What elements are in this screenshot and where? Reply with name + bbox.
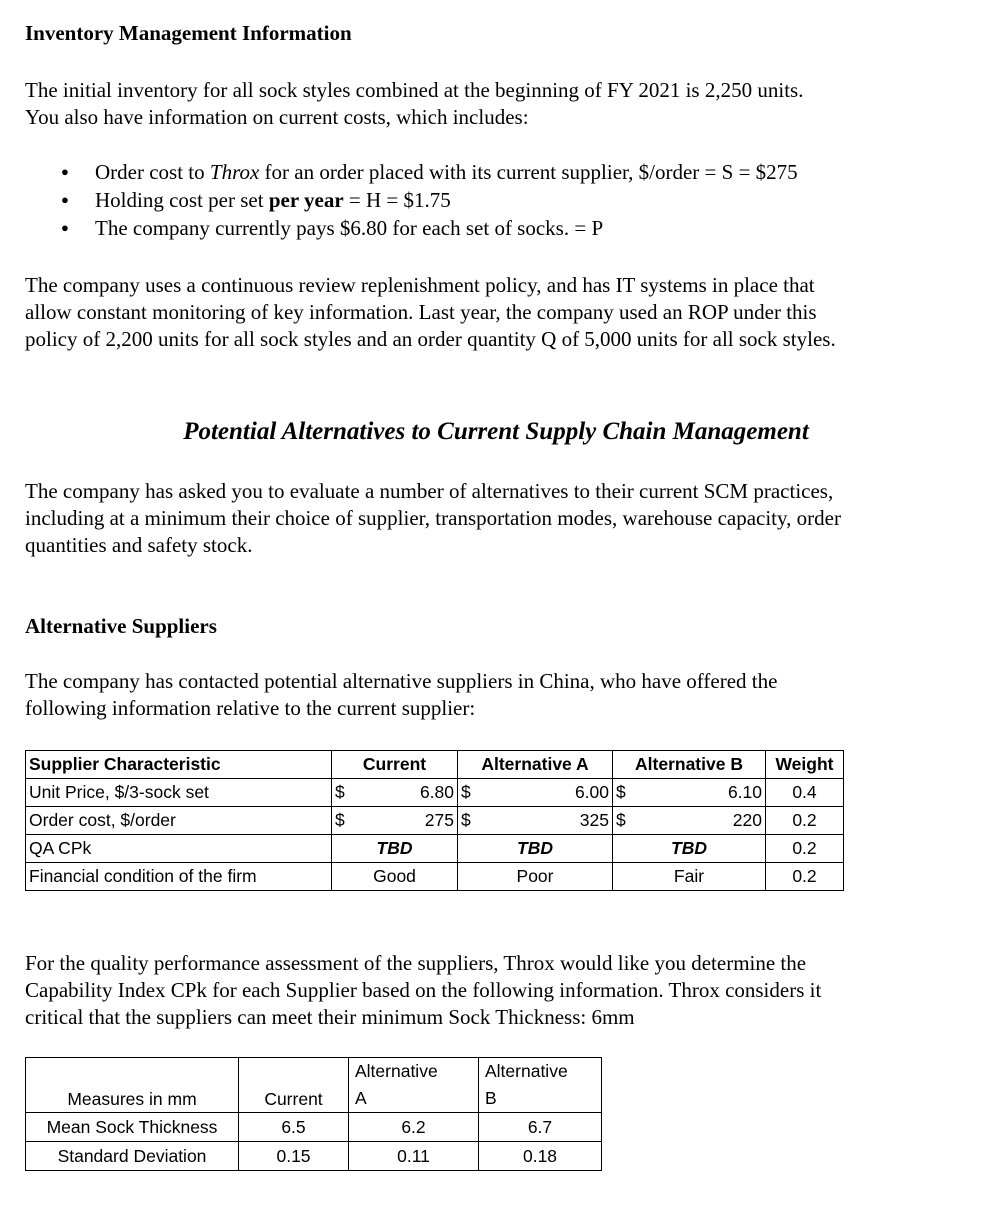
quality-line: Capability Index CPk for each Supplier based on the following information. Throx considers it [25,978,822,1002]
row-label: Order cost, $/order [26,807,332,835]
quality-paragraph [25,950,821,1031]
intro-line: The initial inventory for all sock styles combined at the beginning of FY 2021 is 2,250 units. [25,78,804,102]
cell-alt-a: $ 6.00 [458,779,613,807]
table-row [26,779,844,807]
header-alt-b: Alternative B [613,751,766,779]
alternatives-line: The company has asked you to evaluate a number of alternatives to their current SCM practices, [25,479,834,503]
table-header-row [26,751,844,779]
policy-line: The company uses a continuous review replenishment policy, and has IT systems in place that [25,273,815,297]
table-row [26,835,844,863]
cell-alt-a: TBD [458,835,613,863]
policy-line: policy of 2,200 units for all sock styles and an order quantity Q of 5,000 units for all sock styles. [25,327,836,351]
header-alt-a: Alternative A [349,1058,479,1113]
bullet-price: ● The company currently pays $6.80 for each set of socks. = P [25,214,965,242]
quality-line: critical that the suppliers can meet their minimum Sock Thickness: 6mm [25,1005,635,1029]
cell-alt-a: 0.11 [349,1142,479,1171]
inventory-intro [25,77,803,131]
table-row [26,1142,602,1171]
alternatives-paragraph [25,478,841,559]
cell-current: 0.15 [239,1142,349,1171]
cell-current: $ 275 [332,807,458,835]
cell-weight: 0.2 [766,835,844,863]
cell-alt-b: $ 6.10 [613,779,766,807]
suppliers-line: following information relative to the current supplier: [25,696,476,720]
cell-weight: 0.4 [766,779,844,807]
cost-bullet-list [25,158,965,242]
row-label: Unit Price, $/3-sock set [26,779,332,807]
header-weight: Weight [766,751,844,779]
header-alt-a: Alternative A [458,751,613,779]
cell-current: $ 6.80 [332,779,458,807]
suppliers-paragraph [25,668,777,722]
header-measures: Measures in mm [26,1058,239,1113]
cell-current: 6.5 [239,1113,349,1142]
suppliers-line: The company has contacted potential alternative suppliers in China, who have offered the [25,669,778,693]
cell-weight: 0.2 [766,807,844,835]
cell-weight: 0.2 [766,863,844,891]
table-row [26,863,844,891]
bullet-holding-cost: ● Holding cost per set per year = H = $1.75 [25,186,965,214]
table-row [26,807,844,835]
cell-current: TBD [332,835,458,863]
cell-alt-b: Fair [613,863,766,891]
cell-alt-a: $ 325 [458,807,613,835]
policy-line: allow constant monitoring of key information. Last year, the company used an ROP under this [25,300,817,324]
quality-line: For the quality performance assessment of the suppliers, Throx would like you determine the [25,951,807,975]
bullet-order-cost: ● Order cost to Throx for an order placed with its current supplier, $/order = S = $275 [25,158,965,186]
header-current: Current [332,751,458,779]
alternatives-title: Potential Alternatives to Current Supply Chain Management [183,418,809,445]
cell-current: Good [332,863,458,891]
cell-alt-b: 0.18 [479,1142,602,1171]
row-label: Financial condition of the firm [26,863,332,891]
row-label: Standard Deviation [26,1142,239,1171]
cell-alt-b: TBD [613,835,766,863]
cell-alt-a: Poor [458,863,613,891]
cell-alt-b: 6.7 [479,1113,602,1142]
measures-table [25,1057,602,1171]
inventory-heading: Inventory Management Information [25,21,352,45]
policy-paragraph [25,272,836,353]
header-current: Current [239,1058,349,1113]
cell-alt-a: 6.2 [349,1113,479,1142]
table-row [26,1113,602,1142]
alternatives-line: including at a minimum their choice of supplier, transportation modes, warehouse capacity, order [25,506,841,530]
alternative-suppliers-heading: Alternative Suppliers [25,614,217,638]
header-characteristic: Supplier Characteristic [26,751,332,779]
alternatives-line: quantities and safety stock. [25,533,253,557]
row-label: QA CPk [26,835,332,863]
measures-header-row [26,1058,602,1113]
cell-alt-b: $ 220 [613,807,766,835]
row-label: Mean Sock Thickness [26,1113,239,1142]
header-alt-b: Alternative B [479,1058,602,1113]
supplier-table [25,750,844,891]
intro-line: You also have information on current costs, which includes: [25,105,529,129]
